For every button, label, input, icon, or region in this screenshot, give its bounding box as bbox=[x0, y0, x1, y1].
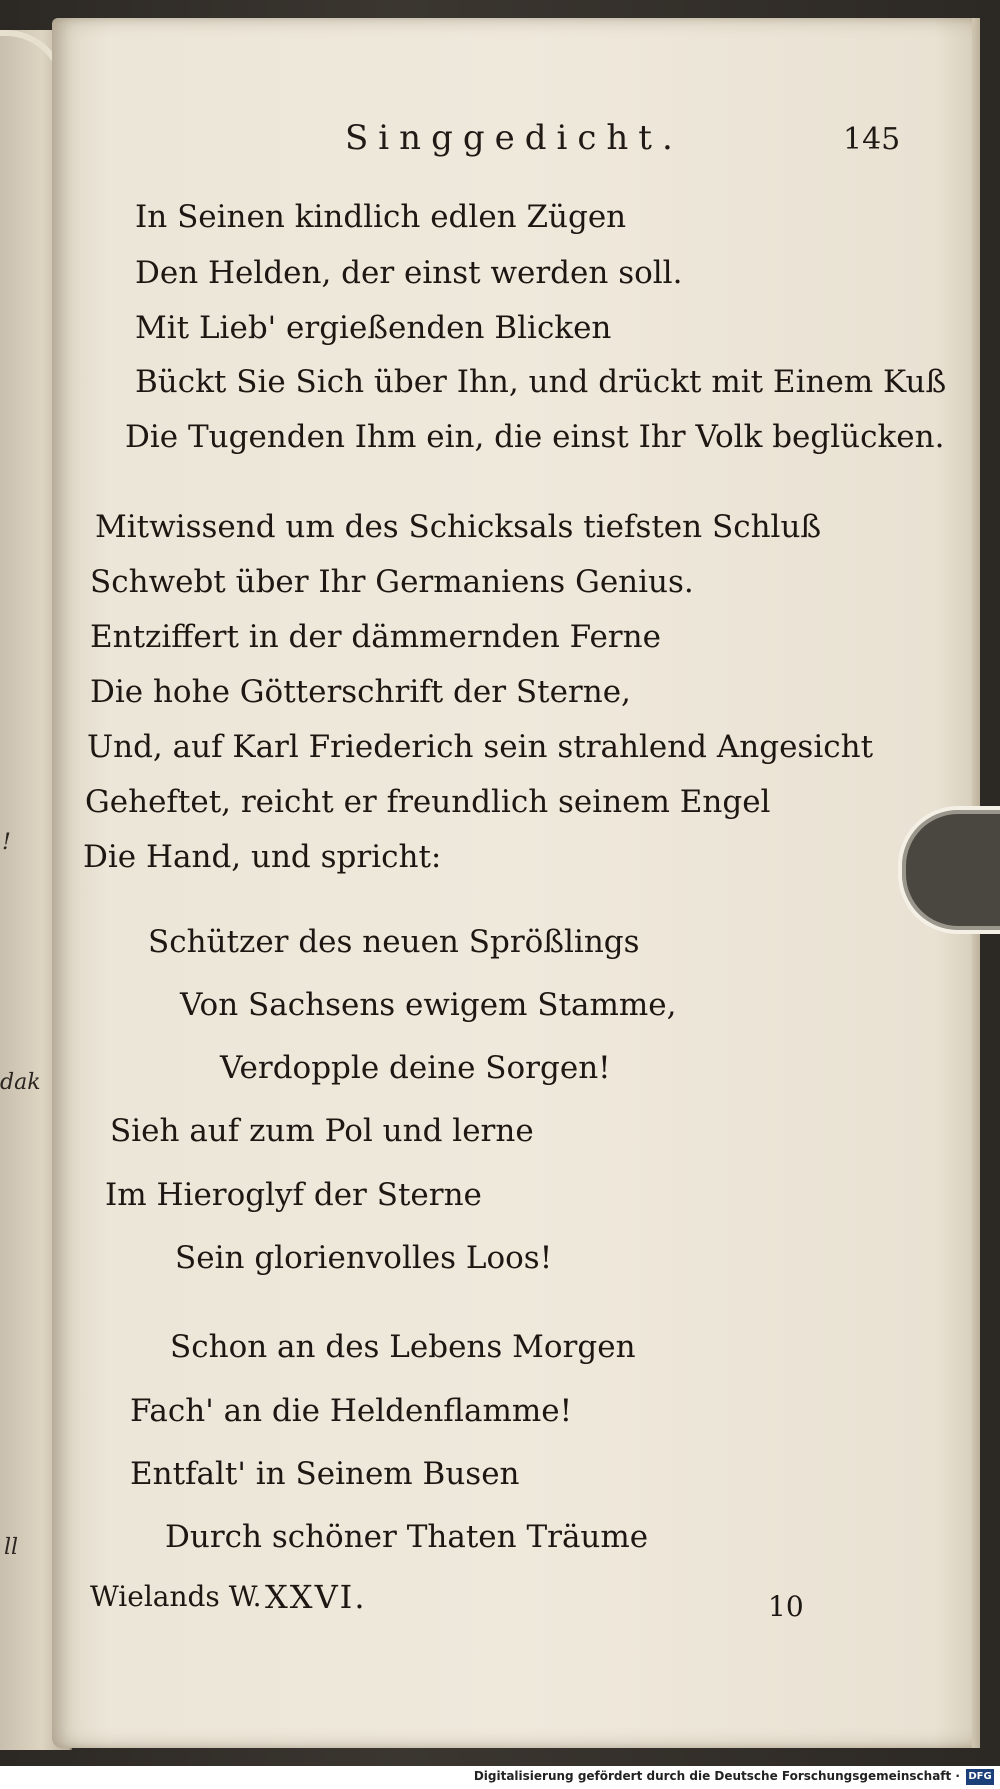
poem-line: Entziffert in der dämmernden Ferne bbox=[90, 619, 661, 655]
running-head-title: Singgedicht. bbox=[345, 118, 683, 158]
poem-line: Verdopple deine Sorgen! bbox=[220, 1050, 611, 1086]
volume-number: XXVI. bbox=[265, 1578, 367, 1616]
poem-line: Die Tugenden Ihm ein, die einst Ihr Volk beglücken. bbox=[125, 419, 945, 455]
poem-line: Fach' an die Heldenflamme! bbox=[130, 1393, 573, 1429]
poem-line: Mit Lieb' ergießenden Blicken bbox=[135, 310, 612, 346]
poem-line: Bückt Sie Sich über Ihn, und drückt mit Einem Kuß bbox=[135, 364, 947, 400]
left-page-mark: ll bbox=[4, 1535, 19, 1560]
poem-line: Sieh auf zum Pol und lerne bbox=[110, 1113, 534, 1149]
signature-mark: Wielands W. bbox=[90, 1580, 262, 1613]
credit-text: Digitalisierung gefördert durch die Deutsche Forschungsgemeinschaft · bbox=[473, 1769, 960, 1783]
sheet-number: 10 bbox=[768, 1590, 804, 1623]
poem-line: Schützer des neuen Sprößlings bbox=[148, 924, 640, 960]
page-number: 145 bbox=[843, 122, 901, 157]
poem-line: Sein glorienvolles Loos! bbox=[175, 1240, 553, 1276]
left-page-mark: ! bbox=[2, 830, 11, 855]
poem-line: Schon an des Lebens Morgen bbox=[170, 1329, 636, 1365]
poem-line: Die hohe Götterschrift der Sterne, bbox=[90, 674, 631, 710]
digitization-credit-bar bbox=[0, 1766, 1000, 1789]
poem-line: Die Hand, und spricht: bbox=[83, 839, 442, 875]
poem-line: Von Sachsens ewigem Stamme, bbox=[180, 987, 677, 1023]
left-page-mark: dak bbox=[0, 1070, 41, 1095]
poem-line: Schwebt über Ihr Germaniens Genius. bbox=[90, 564, 694, 600]
page-tab-marker bbox=[898, 806, 1000, 934]
poem-line: Geheftet, reicht er freundlich seinem Engel bbox=[85, 784, 771, 820]
poem-line: Im Hieroglyf der Sterne bbox=[105, 1177, 482, 1213]
poem-line: Den Helden, der einst werden soll. bbox=[135, 255, 683, 291]
dfg-logo-icon: DFG bbox=[966, 1769, 994, 1785]
poem-line: Durch schöner Thaten Träume bbox=[165, 1519, 649, 1555]
poem-line: Und, auf Karl Friederich sein strahlend Angesicht bbox=[87, 729, 874, 765]
poem-line: Mitwissend um des Schicksals tiefsten Schluß bbox=[95, 509, 822, 545]
poem-line: Entfalt' in Seinem Busen bbox=[130, 1456, 520, 1492]
poem-line: In Seinen kindlich edlen Zügen bbox=[135, 199, 627, 235]
